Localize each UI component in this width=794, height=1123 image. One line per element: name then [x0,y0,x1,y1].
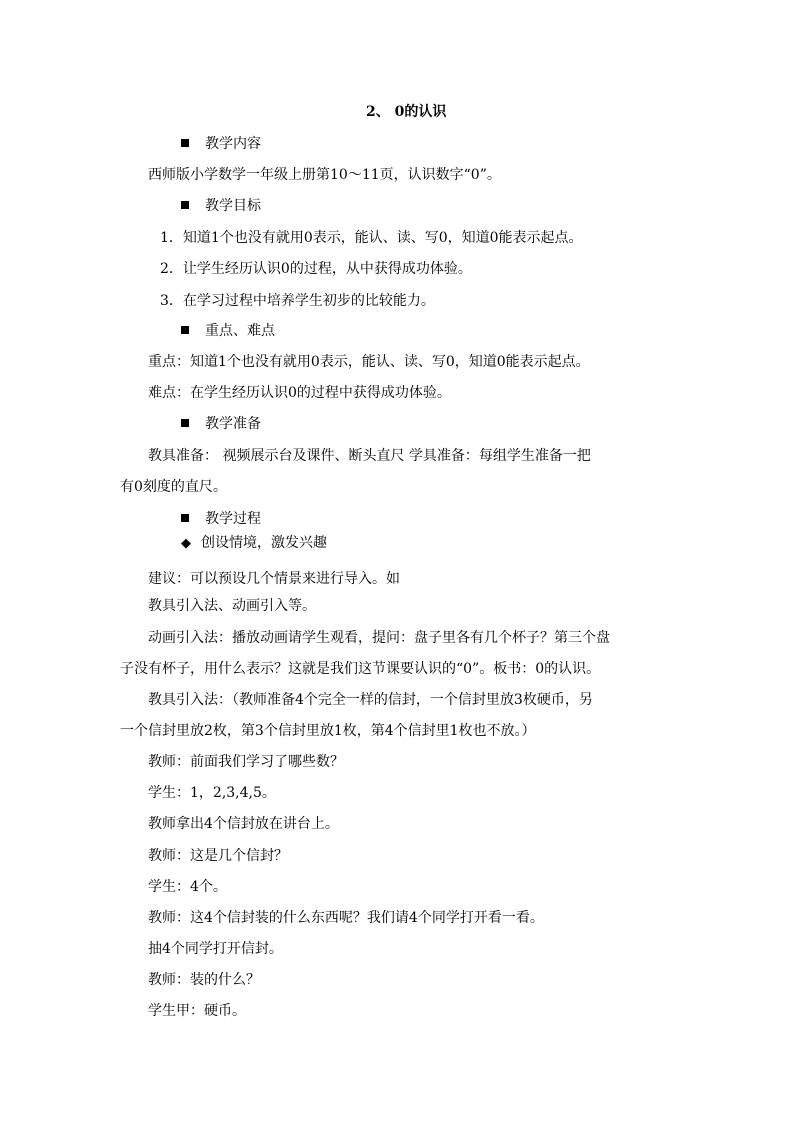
body-line: 建议：可以预设几个情景来进行导入。如 [148,571,400,587]
square-bullet-icon [181,139,189,147]
section-heading-key: 重点、难点 [181,321,275,341]
goal-item: 3．在学习过程中培养学生初步的比较能力。 [160,293,435,309]
body-line: 教具引入法、动画引入等。 [148,598,316,614]
body-line: 学生甲：硬币。 [148,1003,246,1019]
section-heading-process: 教学过程 [181,509,261,529]
prep-line: 教具准备： 视频展示台及课件、断头直尺 学具准备：每组学生准备一把 [148,448,591,464]
sub-heading: ◆ 创设情境，激发兴趣 [181,533,327,554]
goal-item: 2．让学生经历认识0的过程，从中获得成功体验。 [160,261,472,277]
square-bullet-icon [181,326,189,334]
body-line: 教师拿出4个信封放在讲台上。 [148,816,339,832]
key-point: 重点：知道1个也没有就用0表示，能认、读、写0，知道0能表示起点。 [148,354,590,370]
body-line: 抽4个同学打开信封。 [148,941,283,957]
page-title: 2、 0的认识 [366,104,447,120]
body-line: 一个信封里放2枚，第3个信封里放1枚，第4个信封里1枚也不放。） [120,723,536,739]
goal-item: 1．知道1个也没有就用0表示，能认、读、写0，知道0能表示起点。 [160,230,583,246]
body-line: 学生：1，2,3,4,5。 [148,785,276,801]
section-heading-prep: 教学准备 [181,414,261,434]
diamond-bullet-icon: ◆ [181,536,191,551]
square-bullet-icon [181,419,189,427]
body-line: 动画引入法：播放动画请学生观看，提问：盘子里各有几个杯子？第三个盘 [148,630,610,646]
content-text: 西师版小学数学一年级上册第10～11页，认识数字“0”。 [148,167,501,183]
body-line: 教师：装的什么？ [148,972,260,988]
square-bullet-icon [181,514,189,522]
square-bullet-icon [181,201,189,209]
section-heading-goals: 教学目标 [181,196,261,216]
body-line: 学生：4个。 [148,879,227,895]
body-line: 教师：前面我们学习了哪些数？ [148,754,344,770]
difficulty-point: 难点：在学生经历认识0的过程中获得成功体验。 [148,385,451,401]
body-line: 教具引入法：（教师准备4个完全一样的信封，一个信封里放3枚硬币，另 [148,692,593,708]
section-heading-content: 教学内容 [181,134,261,154]
prep-line: 有0刻度的直尺。 [120,479,227,495]
body-line: 子没有杯子，用什么表示？这就是我们这节课要认识的“0”。板书：0的认识。 [120,661,601,677]
body-line: 教师：这是几个信封？ [148,848,288,864]
body-line: 教师：这4个信封装的什么东西呢？我们请4个同学打开看一看。 [148,910,544,926]
